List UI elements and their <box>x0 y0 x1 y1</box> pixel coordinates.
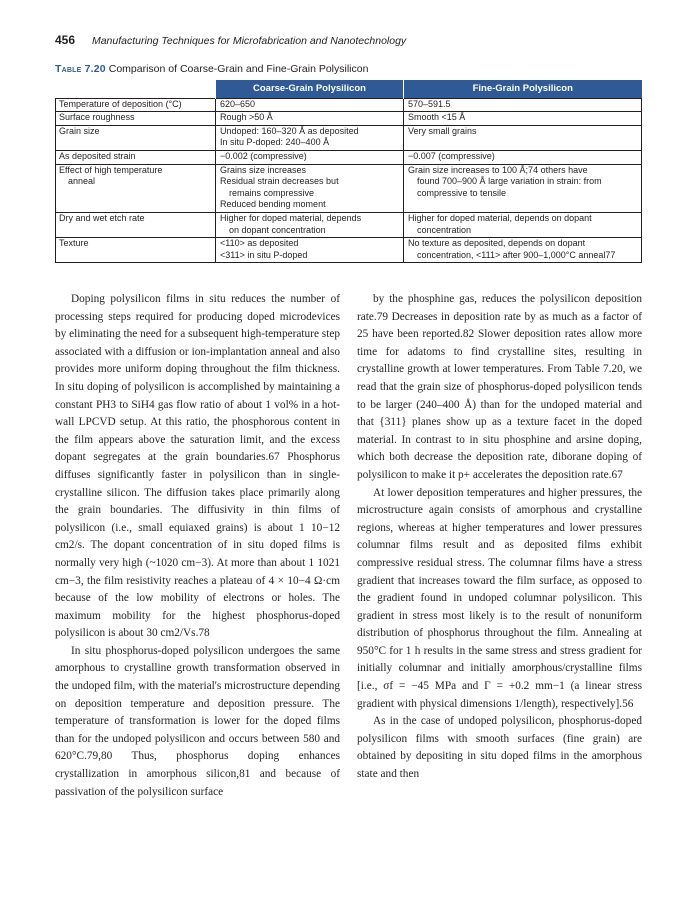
cell-line: −0.007 (compressive) <box>408 150 495 161</box>
cell-line: Higher for doped material, depends on dopant <box>408 212 592 223</box>
running-header <box>55 33 406 47</box>
table-cell-coarse <box>216 112 404 126</box>
cell-line: <311> in situ P-doped <box>220 249 308 260</box>
table-cell-fine <box>404 238 642 263</box>
cell-line: In situ P-doped: 240–400 Å <box>220 137 330 148</box>
cell-line: −0.002 (compressive) <box>220 150 307 161</box>
cell-line: Rough >50 Å <box>220 112 273 123</box>
body-column-right <box>357 291 642 784</box>
cell-line: Undoped: 160–320 Å as deposited <box>220 125 359 136</box>
cell-line: Grain size increases to 100 Å;74 others have <box>408 164 588 175</box>
table-label: Table 7.20 <box>55 63 106 75</box>
cell-line: anneal <box>68 176 96 187</box>
cell-line: As deposited strain <box>59 150 136 161</box>
body-paragraph: by the phosphine gas, reduces the polysilicon deposition rate.79 Decreases in deposition rate by as much as a factor of 25 have been reported.82 Slower deposition rates allow more time for adatoms to find crystalline sites, resulting in crystalline growth at lower temperatures. From Table 7.20, we read that the grain size of phosphorus-doped polysilicon tends to be larger (240–400 Å) than for the undoped material and that {311} planes show up as a texture facet in the doped material. In contrast to in situ phosphine and arsine doping, which both decrease the deposition rate, diborane doping of polysilicon to make it p+ accelerates the deposition rate.67 <box>357 293 642 481</box>
body-paragraph: As in the case of undoped polysilicon, phosphorus-doped polysilicon films with smooth surfaces (fine grain) are obtained by depositing in situ doped films in the amorphous state and then <box>357 715 642 781</box>
page-number: 456 <box>55 33 76 47</box>
cell-line: Grains size increases <box>220 164 307 175</box>
cell-line: concentration, <111> after 900–1,000°C anneal77 <box>417 249 616 260</box>
table-cell-fine <box>404 98 642 112</box>
table-cell-fine <box>404 164 642 212</box>
cell-line: 570–591.5 <box>408 98 451 109</box>
cell-line: Very small grains <box>408 125 477 136</box>
table-cell-coarse <box>216 238 404 263</box>
cell-line: Smooth <15 Å <box>408 112 466 123</box>
body-paragraph: In situ phosphorus-doped polysilicon undergoes the same amorphous to crystalline growth transformation observed in the undoped film, with the material's microstructure depending on deposition temperature and deposition pressure. The temperature of transformation is lower for the doped films than for the undoped polysilicon and occurs between 580 and 620°C.79,80 Thus, phosphorus doping enhances crystallization in amorphous silicon,81 and because of passivation of the polysilicon surface <box>55 644 340 798</box>
cell-line: No texture as deposited, depends on dopant <box>408 238 586 249</box>
cell-line: Higher for doped material, depends <box>220 212 362 223</box>
cell-line: Reduced bending moment <box>220 199 326 210</box>
table-cell-property <box>56 238 216 263</box>
table-cell-fine <box>404 212 642 237</box>
table-cell-fine <box>404 150 642 164</box>
cell-line: Surface roughness <box>59 112 135 123</box>
table-row <box>56 112 642 126</box>
cell-line: found 700–900 Å large variation in strain: from <box>417 176 602 187</box>
body-paragraph: Doping polysilicon films in situ reduces the number of processing steps required for producing doped microdevices by eliminating the need for a subsequent high-temperature step associated with a diffusion or ion-implantation anneal and also provides more uniform doping throughout the film thickness. In situ doping of polysilicon is accomplished by maintaining a constant PH3 to SiH4 gas flow ratio of about 1 vol% in a hot-wall LPCVD setup. At this ratio, the phosphorous content in the film appears above the saturation limit, and the excess dopant segregates at the grain boundaries.67 Phosphorus diffuses significantly faster in polysilicon than in single-crystalline silicon. The diffusion takes place primarily along the grain boundaries. The diffusivity in thin films of polysilicon (i.e., small equiaxed grains) is about 1 10−12 cm2/s. The dopant concentration of in situ doped films is normally very high (~1020 cm−3). At more than about 1 1021 cm−3, the film resistivity reaches a plateau of 4 × 10−4 Ω·cm because of the low mobility of electrons or holes. The maximum mobility for the highest phosphorus-doped polysilicon is about 30 cm2/Vs.78 <box>55 293 340 640</box>
cell-line: Residual strain decreases but <box>220 176 339 187</box>
table-row <box>56 98 642 112</box>
table-cell-fine <box>404 112 642 126</box>
table-row <box>56 125 642 150</box>
table-cell-coarse <box>216 212 404 237</box>
cell-line: Grain size <box>59 125 100 136</box>
cell-line: on dopant concentration <box>229 224 326 235</box>
table-header-row <box>56 80 642 98</box>
table-cell-property <box>56 164 216 212</box>
table-cell-property <box>56 112 216 126</box>
running-title: Manufacturing Techniques for Microfabrication and Nanotechnology <box>91 35 407 47</box>
table-row <box>56 212 642 237</box>
table-row <box>56 150 642 164</box>
cell-line: <110> as deposited <box>220 238 299 249</box>
table-cell-property <box>56 125 216 150</box>
cell-line: Texture <box>59 238 89 249</box>
table-header-blank <box>56 80 216 98</box>
table-cell-coarse <box>216 125 404 150</box>
cell-line: 620–650 <box>220 98 256 109</box>
column-header-fine: Fine-Grain Polysilicon <box>404 80 642 98</box>
cell-line: Dry and wet etch rate <box>59 212 145 223</box>
body-column-left <box>55 291 340 801</box>
comparison-table <box>55 80 642 263</box>
cell-line: Effect of high temperature <box>59 164 163 175</box>
table-title: Comparison of Coarse-Grain and Fine-Grain Polysilicon <box>108 63 369 75</box>
cell-line: concentration <box>417 224 472 235</box>
cell-line: remains compressive <box>229 187 315 198</box>
table-body <box>56 98 642 263</box>
table-caption <box>55 63 368 75</box>
table-row <box>56 238 642 263</box>
table-cell-coarse <box>216 150 404 164</box>
table-cell-property <box>56 98 216 112</box>
table-cell-property <box>56 150 216 164</box>
cell-line: Temperature of deposition (°C) <box>59 98 182 109</box>
body-paragraph: At lower deposition temperatures and higher pressures, the microstructure again consists of amorphous and crystalline regions, whereas at higher temperatures and lower pressures columnar films result and as deposited films exhibit compressive residual stress. The columnar films have a stress gradient that increases toward the film surface, as opposed to the gradient found in undoped columnar polysilicon. This gradient in stress most likely is to the result of nonuniform distribution of phosphorus throughout the film. Annealing at 950°C for 1 h results in the same stress and stress gradient for initially columnar and initially amorphous/crystalline films [i.e., σf = −45 MPa and Γ = +0.2 mm−1 (a linear stress gradient with physical dimensions 1/length), respectively].56 <box>357 486 642 710</box>
table-cell-fine <box>404 125 642 150</box>
table-row <box>56 164 642 212</box>
table-cell-coarse <box>216 164 404 212</box>
cell-line: compressive to tensile <box>417 187 507 198</box>
table-cell-property <box>56 212 216 237</box>
table-cell-coarse <box>216 98 404 112</box>
column-header-coarse: Coarse-Grain Polysilicon <box>216 80 404 98</box>
